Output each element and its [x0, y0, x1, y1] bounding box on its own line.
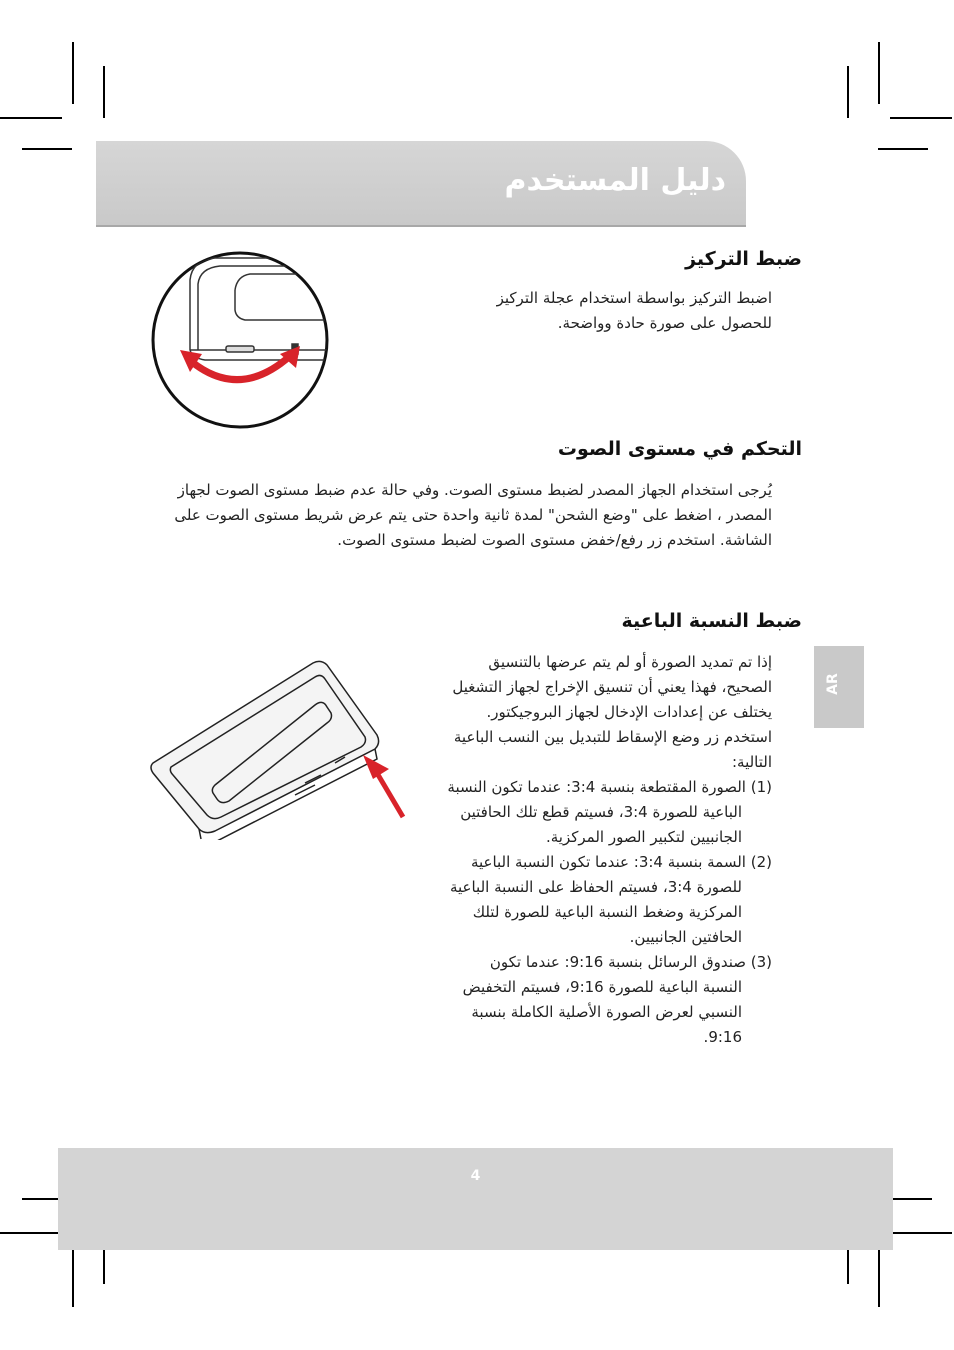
header-band	[96, 141, 746, 227]
list-item: للصورة 3:4، فسيتم الحفاظ على النسبة الباعية	[449, 878, 742, 896]
pointer-arrow-icon	[377, 773, 403, 817]
text-line: الشاشة. استخدم زر رفع/خفض مستوى الصوت لضبط مستوى الصوت.	[337, 531, 772, 549]
text-line: استخدم زر وضع الإسقاط للتبديل بين النسب الباعية	[453, 728, 772, 746]
crop-mark	[0, 117, 62, 119]
text-line: التالية:	[731, 753, 772, 771]
crop-mark	[878, 42, 880, 104]
projector-illustration	[145, 655, 410, 840]
list-item: النسبي لعرض الصورة الأصلية الكاملة بنسبة	[471, 1003, 742, 1021]
list-item: 9:16.	[703, 1028, 742, 1046]
aspect-heading: ضبط النسبة الباعية	[621, 610, 802, 632]
crop-mark	[890, 117, 952, 119]
list-item: (2) السمة بنسبة 3:4: عندما تكون النسبة الباعية	[470, 853, 772, 871]
text-line: يختلف عن إعدادات الإدخال لجهاز البروجيكتور.	[486, 703, 772, 721]
crop-mark	[0, 1232, 62, 1234]
focus-paragraph	[442, 286, 772, 336]
crop-mark	[890, 1232, 952, 1234]
list-item: (3) صندوق الرسائل بنسبة 9:16: عندما تكون	[489, 953, 772, 971]
list-item: الحافتين الجانبيين.	[629, 928, 742, 946]
language-label: AR	[824, 673, 841, 695]
list-item: (1) الصورة المقتطعة بنسبة 3:4: عندما تكون النسبة	[447, 778, 772, 796]
crop-mark	[878, 148, 928, 150]
footer-band	[58, 1148, 893, 1250]
text-line: يُرجى استخدام الجهاز المصدر لضبط مستوى الصوت. وفي حالة عدم ضبط مستوى الصوت لجهاز	[177, 481, 772, 499]
list-item: الجانبيين لتكبير الصور المركزية.	[545, 828, 742, 846]
crop-mark	[847, 66, 849, 118]
crop-mark	[72, 42, 74, 104]
language-tab	[814, 646, 864, 728]
list-item: الباعية للصورة 3:4، فسيتم قطع تلك الحافتين	[460, 803, 742, 821]
text-line: الصحيح، فهذا يعني أن تنسيق الإخراج لجهاز التشغيل	[452, 678, 772, 696]
list-item: المركزية وضغط النسبة الباعية للصورة لتلك	[472, 903, 742, 921]
text-line: للحصول على صورة حادة وواضحة.	[557, 314, 772, 332]
crop-mark	[22, 148, 72, 150]
page-number: 4	[470, 1168, 481, 1184]
focus-heading: ضبط التركيز	[685, 248, 802, 270]
text-line: المصدر ، اضغط على "وضع الشحن" لمدة ثانية واحدة حتى يتم عرض شريط مستوى الصوت على	[174, 506, 772, 524]
volume-heading: التحكم في مستوى الصوت	[557, 438, 802, 460]
crop-mark	[72, 1245, 74, 1307]
list-item: النسبة الباعية للصورة 9:16، فسيتم التخفيض	[462, 978, 742, 996]
crop-mark	[103, 66, 105, 118]
focus-wheel-illustration	[150, 250, 330, 430]
volume-paragraph	[132, 478, 772, 553]
text-line: إذا تم تمديد الصورة أو لم يتم عرضها بالتنسيق	[488, 653, 772, 671]
aspect-list	[432, 775, 772, 1050]
page-title: دليل المستخدم	[504, 163, 726, 198]
crop-mark	[878, 1245, 880, 1307]
aspect-intro	[442, 650, 772, 775]
text-line: اضبط التركيز بواسطة استخدام عجلة التركيز	[496, 289, 772, 307]
